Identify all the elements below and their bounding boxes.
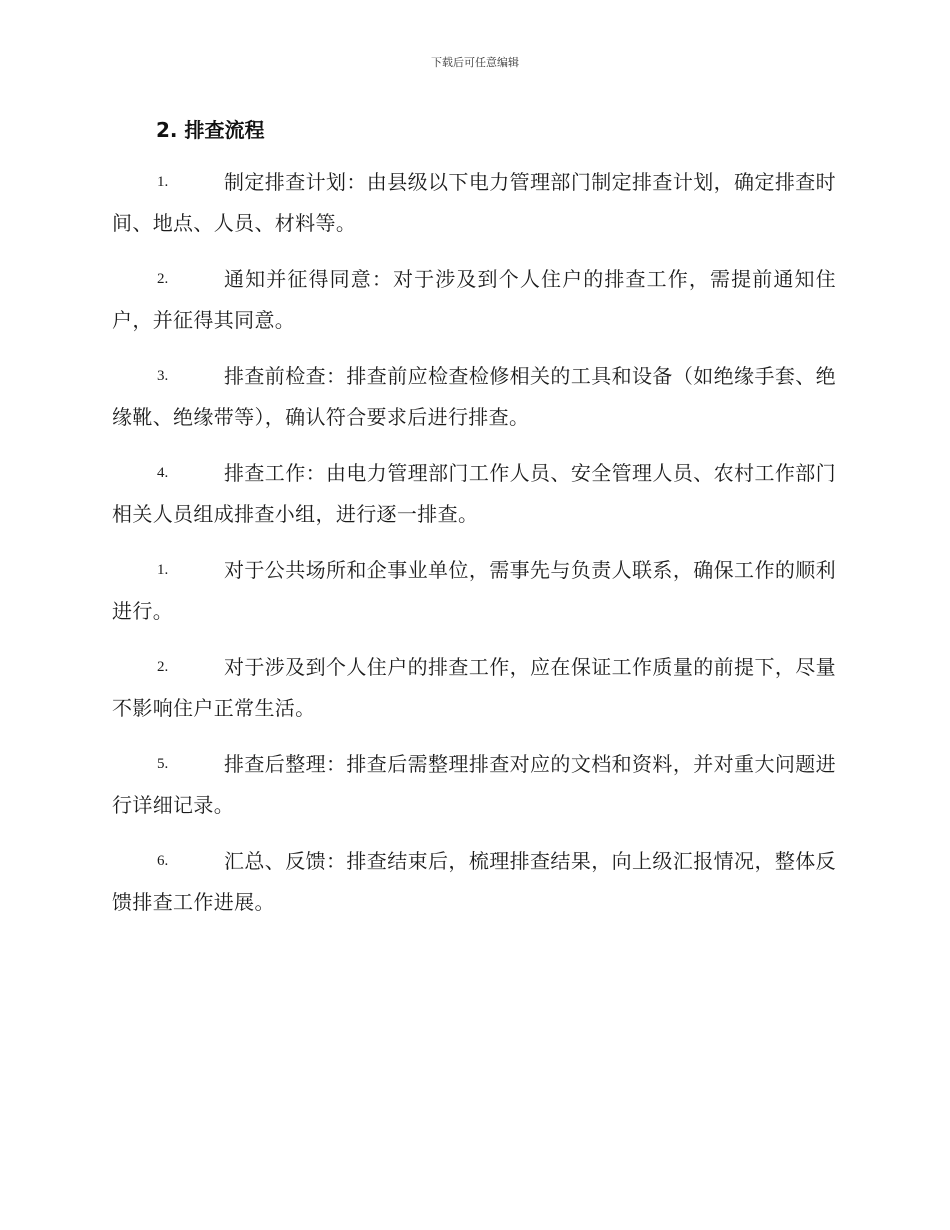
item-text: 对于涉及到个人住户的排查工作，应在保证工作质量的前提下，尽量不影响住户正常生活。 [112,655,836,720]
item-number: 5. [157,756,169,772]
item-text: 汇总、反馈：排查结束后，梳理排查结果，向上级汇报情况，整体反馈排查工作进展。 [112,849,836,914]
header-note: 下载后可任意编辑 [431,56,519,69]
list-item [112,550,836,632]
item-number: 6. [157,853,169,869]
process-list [112,162,836,938]
section-title: 2. 排查流程 [156,118,265,142]
item-number: 2. [157,271,169,287]
list-item [112,356,836,438]
list-item [112,647,836,729]
item-text: 排查工作：由电力管理部门工作人员、安全管理人员、农村工作部门相关人员组成排查小组，进行逐一排查。 [112,461,836,526]
item-text: 通知并征得同意：对于涉及到个人住户的排查工作，需提前通知住户，并征得其同意。 [112,267,836,332]
item-number: 4. [157,465,169,481]
list-item [112,453,836,535]
item-number: 2. [157,659,169,675]
list-item [112,744,836,826]
item-text: 对于公共场所和企事业单位，需事先与负责人联系，确保工作的顺利进行。 [112,558,836,623]
item-text: 排查后整理：排查后需整理排查对应的文档和资料，并对重大问题进行详细记录。 [112,752,836,817]
list-item [112,162,836,244]
item-number: 1. [157,174,169,190]
list-item [112,259,836,341]
list-item [112,841,836,923]
item-number: 3. [157,368,169,384]
item-text: 制定排查计划：由县级以下电力管理部门制定排查计划，确定排查时间、地点、人员、材料等。 [112,170,836,235]
item-number: 1. [157,562,169,578]
item-text: 排查前检查：排查前应检查检修相关的工具和设备（如绝缘手套、绝缘靴、绝缘带等），确认符合要求后进行排查。 [112,364,836,429]
